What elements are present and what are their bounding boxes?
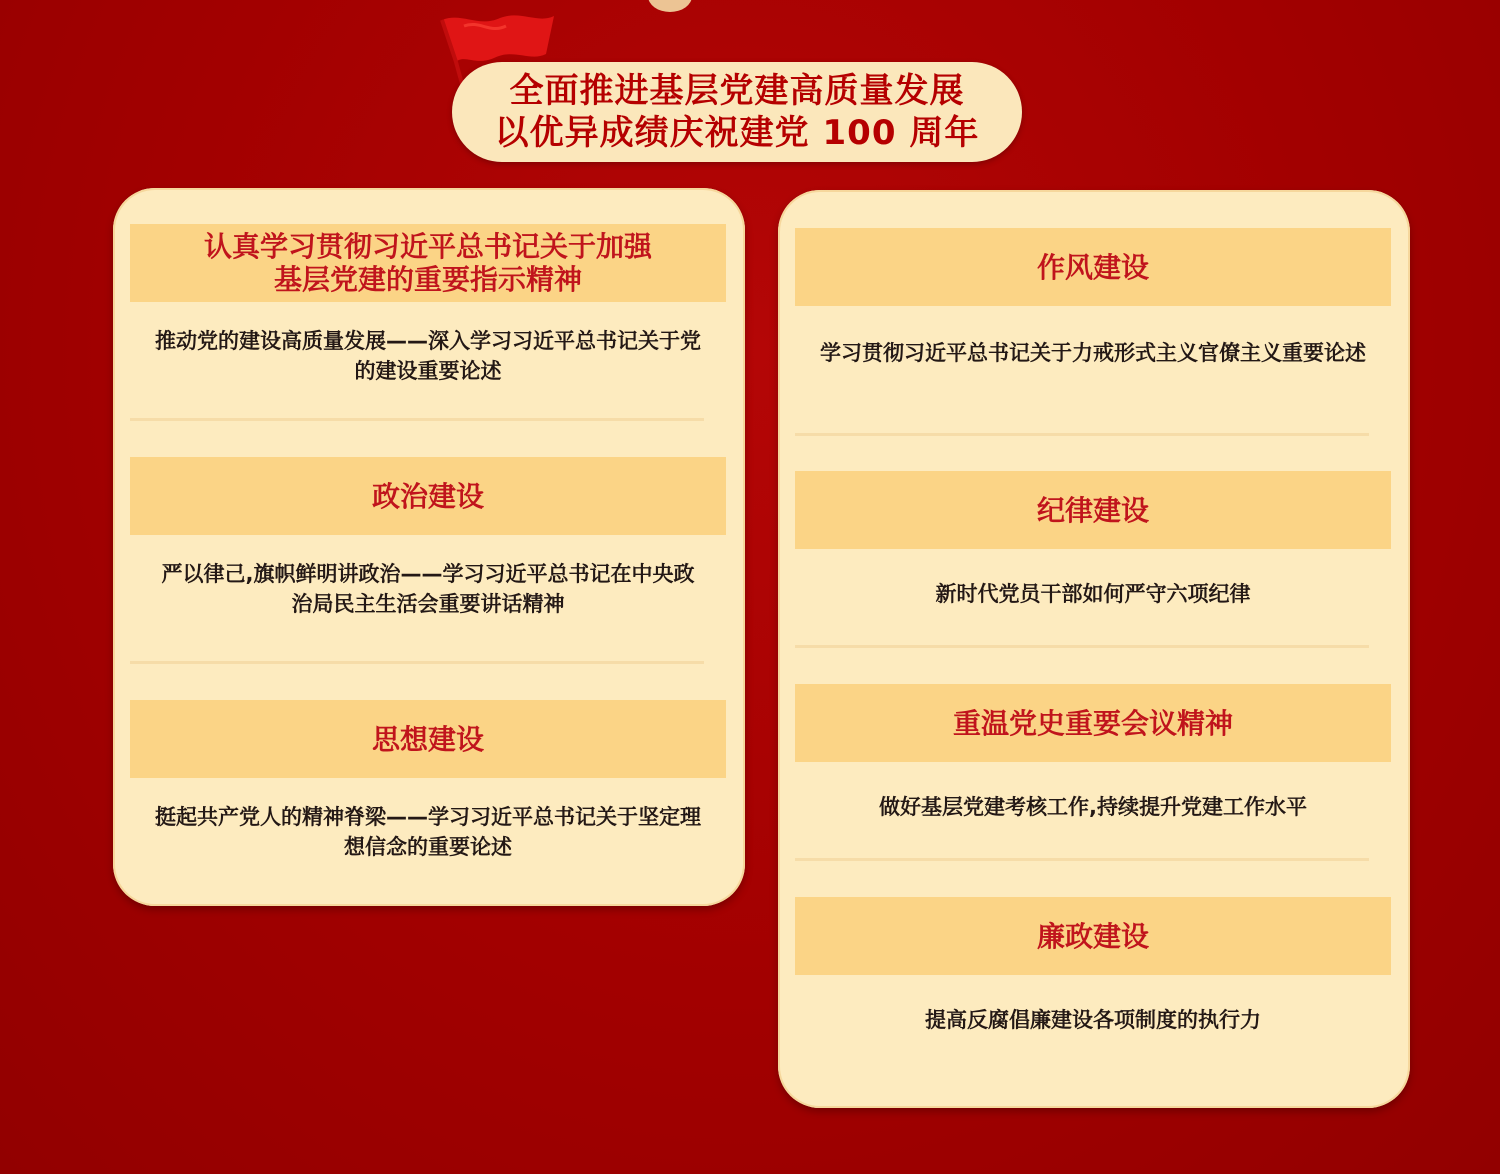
- section-title: 思想建设: [371, 722, 484, 756]
- section-integrity: [795, 897, 1391, 1035]
- banner-line-1: 全面推进基层党建高质量发展: [509, 71, 965, 111]
- section-title: 廉政建设: [1036, 919, 1149, 953]
- section-ideological: [130, 700, 726, 862]
- section-description: 做好基层党建考核工作,持续提升党建工作水平: [879, 795, 1307, 819]
- section-header: [130, 700, 726, 778]
- section-work-style: [795, 228, 1391, 368]
- divider: [130, 661, 704, 664]
- section-description: 推动党的建设高质量发展——深入学习习近平总书记关于党的建设重要论述: [155, 329, 701, 383]
- section-description: 挺起共产党人的精神脊梁——学习习近平总书记关于坚定理想信念的重要论述: [155, 805, 701, 859]
- section-header: [795, 228, 1391, 306]
- section-title: 作风建设: [1036, 250, 1149, 284]
- section-header: [795, 684, 1391, 762]
- section-description: 学习贯彻习近平总书记关于力戒形式主义官僚主义重要论述: [820, 341, 1366, 365]
- section-header: [130, 224, 726, 302]
- section-header: [795, 897, 1391, 975]
- divider: [795, 858, 1369, 861]
- right-panel: [778, 190, 1410, 1108]
- divider: [795, 645, 1369, 648]
- section-political: [130, 457, 726, 619]
- section-description: 提高反腐倡廉建设各项制度的执行力: [925, 1008, 1261, 1032]
- section-description: 严以律己,旗帜鲜明讲政治——学习习近平总书记在中央政治局民主生活会重要讲话精神: [161, 562, 695, 616]
- section-header: [130, 457, 726, 535]
- divider: [130, 418, 704, 421]
- section-title: 重温党史重要会议精神: [952, 706, 1233, 740]
- section-title-line: 基层党建的重要指示精神: [273, 263, 582, 296]
- left-panel: [113, 188, 745, 906]
- section-title: 政治建设: [371, 479, 484, 513]
- title-banner: [452, 62, 1022, 162]
- section-guidance: [130, 224, 726, 386]
- section-header: [795, 471, 1391, 549]
- section-discipline: [795, 471, 1391, 609]
- section-description: 新时代党员干部如何严守六项纪律: [935, 582, 1251, 606]
- banner-line-2: 以优异成绩庆祝建党 100 周年: [494, 113, 980, 153]
- divider: [795, 433, 1369, 436]
- section-title-line: 认真学习贯彻习近平总书记关于加强: [203, 230, 652, 263]
- section-title: 纪律建设: [1036, 493, 1149, 527]
- section-party-history: [795, 684, 1391, 822]
